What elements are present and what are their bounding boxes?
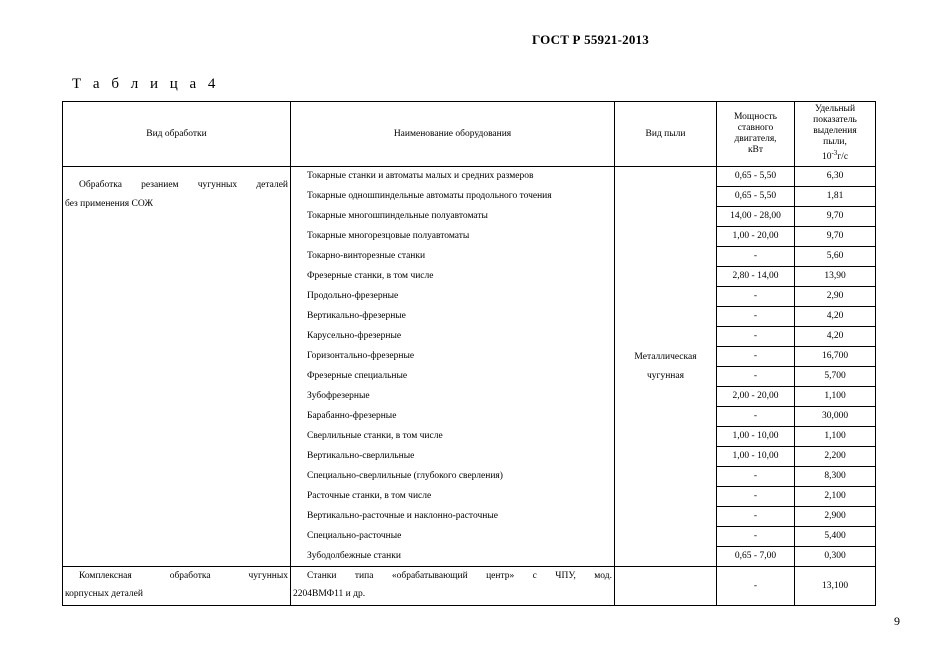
dust-emission-cell: 30,000	[795, 407, 876, 427]
dust-emission-table	[62, 101, 876, 606]
dust-emission-cell: 8,300	[795, 467, 876, 487]
processing-type-line: Комплексная обработка чугунных	[79, 571, 288, 581]
dust-emission-cell: 2,900	[795, 507, 876, 527]
header-dust-line: пыли,	[823, 137, 847, 148]
motor-power-cell: 0,65 - 7,00	[717, 547, 795, 567]
equipment-name-cell: Токарные одношпиндельные автоматы продольного точения	[291, 187, 615, 207]
header-dust-line: Удельный	[814, 104, 856, 115]
dust-type-line: чугунная	[647, 370, 684, 381]
equipment-name-cell: Вертикально-фрезерные	[291, 307, 615, 327]
equipment-name-cell: Специально-сверлильные (глубокого сверления)	[291, 467, 615, 487]
motor-power-cell: 2,00 - 20,00	[717, 387, 795, 407]
processing-type-cell	[63, 567, 291, 606]
dust-emission-cell: 2,90	[795, 287, 876, 307]
equipment-name-line: Станки типа «обрабатывающий центр» с ЧПУ, мод.	[307, 571, 612, 581]
header-dust-line: выделения	[813, 126, 857, 137]
motor-power-cell: -	[717, 367, 795, 387]
equipment-name-cell: Токарные станки и автоматы малых и средних размеров	[291, 167, 615, 187]
processing-type-line: Обработка резанием чугунных деталей	[79, 180, 288, 190]
dust-emission-cell: 0,300	[795, 547, 876, 567]
header-dust-line: показатель	[813, 115, 857, 126]
processing-type-line: корпусных деталей	[65, 589, 143, 599]
equipment-name-cell: Токарные многошпиндельные полуавтоматы	[291, 207, 615, 227]
dust-emission-cell: 2,100	[795, 487, 876, 507]
document-code: ГОСТ Р 55921-2013	[532, 32, 649, 47]
header-motor-power-line: двигателя,	[734, 134, 777, 144]
table-row	[63, 567, 876, 606]
dust-emission-cell: 6,30	[795, 167, 876, 187]
dust-emission-cell: 1,81	[795, 187, 876, 207]
equipment-name-cell: Зубофрезерные	[291, 387, 615, 407]
dust-type-cell	[615, 567, 717, 606]
header-motor-power-line: ставного	[737, 123, 774, 133]
equipment-name-cell: Горизонтально-фрезерные	[291, 347, 615, 367]
header-motor-power	[717, 102, 795, 167]
motor-power-cell: 1,00 - 10,00	[717, 447, 795, 467]
equipment-name-cell: Расточные станки, в том числе	[291, 487, 615, 507]
dust-emission-cell: 5,700	[795, 367, 876, 387]
equipment-name-cell: Токарно-винторезные станки	[291, 247, 615, 267]
motor-power-cell: -	[717, 467, 795, 487]
dust-emission-cell: 4,20	[795, 307, 876, 327]
header-motor-power-line: Мощность	[733, 112, 778, 122]
header-specific-dust-emission	[795, 102, 876, 167]
header-dust-unit-exponent: -3	[831, 149, 838, 158]
motor-power-cell: -	[717, 287, 795, 307]
equipment-name-cell: Сверлильные станки, в том числе	[291, 427, 615, 447]
dust-emission-cell: 9,70	[795, 227, 876, 247]
table-row	[63, 167, 876, 187]
dust-emission-cell: 9,70	[795, 207, 876, 227]
motor-power-cell: -	[717, 567, 795, 606]
equipment-name-cell: Карусельно-фрезерные	[291, 327, 615, 347]
dust-emission-cell: 16,700	[795, 347, 876, 367]
motor-power-cell: -	[717, 307, 795, 327]
motor-power-cell: 1,00 - 10,00	[717, 427, 795, 447]
motor-power-cell: -	[717, 487, 795, 507]
equipment-name-cell: Специально-расточные	[291, 527, 615, 547]
motor-power-cell: 0,65 - 5,50	[717, 187, 795, 207]
processing-type-line: без применения СОЖ	[65, 199, 154, 209]
table-header-row	[63, 102, 876, 167]
dust-emission-cell: 5,60	[795, 247, 876, 267]
dust-emission-cell: 1,100	[795, 427, 876, 447]
table-caption: Т а б л и ц а 4	[72, 76, 220, 92]
motor-power-cell: -	[717, 327, 795, 347]
page-number: 9	[894, 614, 900, 628]
header-dust-unit-base: 10	[821, 152, 832, 163]
equipment-name-cell: Токарные многорезцовые полуавтоматы	[291, 227, 615, 247]
motor-power-cell: -	[717, 347, 795, 367]
dust-emission-cell: 13,100	[795, 567, 876, 606]
equipment-name-cell: Фрезерные станки, в том числе	[291, 267, 615, 287]
processing-type-cell	[63, 167, 291, 567]
motor-power-cell: -	[717, 527, 795, 547]
motor-power-cell: -	[717, 247, 795, 267]
motor-power-cell: -	[717, 507, 795, 527]
dust-type-cell	[615, 167, 717, 567]
motor-power-cell: 1,00 - 20,00	[717, 227, 795, 247]
header-equipment-name: Наименование оборудования	[291, 102, 615, 167]
dust-type-line: Металлическая	[634, 351, 697, 362]
motor-power-cell: 2,80 - 14,00	[717, 267, 795, 287]
header-dust-type: Вид пыли	[615, 102, 717, 167]
motor-power-cell: 0,65 - 5,50	[717, 167, 795, 187]
dust-emission-cell: 5,400	[795, 527, 876, 547]
equipment-name-cell: Вертикально-сверлильные	[291, 447, 615, 467]
equipment-name-cell: Барабанно-фрезерные	[291, 407, 615, 427]
equipment-name-cell: Вертикально-расточные и наклонно-расточные	[291, 507, 615, 527]
dust-emission-cell: 2,200	[795, 447, 876, 467]
dust-emission-cell: 4,20	[795, 327, 876, 347]
equipment-name-cell: Зубодолбежные станки	[291, 547, 615, 567]
equipment-name-line: 2204ВМФ11 и др.	[293, 589, 366, 599]
header-dust-unit: г/с	[837, 152, 849, 163]
equipment-name-cell: Фрезерные специальные	[291, 367, 615, 387]
equipment-name-cell	[291, 567, 615, 606]
equipment-name-cell: Продольно-фрезерные	[291, 287, 615, 307]
motor-power-cell: -	[717, 407, 795, 427]
dust-emission-cell: 13,90	[795, 267, 876, 287]
header-processing-type: Вид обработки	[63, 102, 291, 167]
dust-emission-cell: 1,100	[795, 387, 876, 407]
motor-power-cell: 14,00 - 28,00	[717, 207, 795, 227]
header-motor-power-line: кВт	[747, 145, 764, 155]
